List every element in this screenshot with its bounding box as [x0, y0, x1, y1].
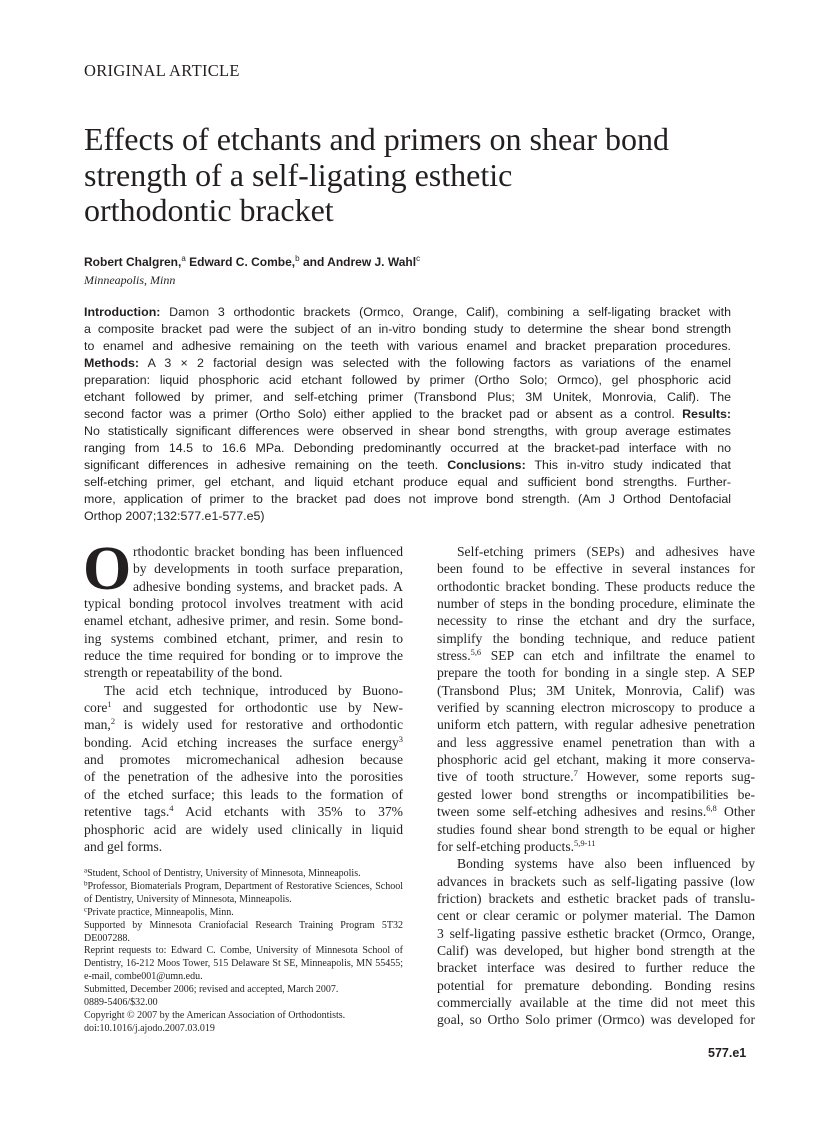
text-line: for self-etching products.$^{5,9-11}$ — [437, 837, 596, 854]
text-line: e-mail, combe001@umn.edu. — [84, 971, 203, 983]
superscript: a — [84, 868, 88, 875]
text-line: Self-etching primers (SEPs) and adhesives have — [457, 544, 755, 559]
text-line: Bonding systems have also been influenced by — [457, 856, 755, 872]
text-line: retentive tags.$^4$ Acid etchants with 35% to 37% — [84, 803, 403, 820]
text-line: number of steps in the bonding procedure, eliminate the — [437, 596, 755, 612]
text-line: and gel forms. — [84, 838, 163, 854]
text-line: and less aggressive enamel penetration than with a — [437, 734, 755, 750]
text-line: rthodontic bracket bonding has been influenced — [133, 544, 403, 559]
footnote — [84, 868, 403, 881]
text-line: a composite bracket pad were the subject of an in-vitro bonding study to determine the shear bond strength — [84, 322, 731, 336]
superscript: c — [84, 906, 88, 914]
text-line: $^c$Private practice, Minneapolis, Minn. — [84, 906, 234, 918]
text-line: typical bonding protocol involves treatment with acid — [84, 596, 403, 612]
author-name: and Andrew J. Wahl — [299, 255, 417, 269]
text-line: ing systems combined etchant, primer, and resin to — [84, 630, 403, 646]
text-line: of Dentistry, University of Minnesota, Minneapolis. — [84, 893, 292, 905]
text-line: been found to be effective in several instances for — [437, 561, 755, 577]
drop-cap: O — [83, 535, 132, 603]
superscript: 4 — [169, 803, 174, 814]
text-line: by developments in tooth surface preparation, — [133, 561, 403, 577]
text-line: adhesive bonding systems, and bracket pads. A — [133, 578, 403, 594]
abstract — [84, 304, 731, 525]
footnotes — [84, 868, 403, 1036]
text-line: studies found shear bond strength to be equal or higher — [437, 821, 755, 837]
right-column-body — [437, 543, 755, 1029]
text-line: necessity to rinse the etchant and dry the surface, — [437, 613, 755, 629]
text-line: significant differences in adhesive remaining on the teeth. Conclusions: This in-vitro study indicated that — [84, 458, 731, 472]
text-line: self-etching primer, gel etchant, and liquid etchant produce equal and sufficient bond strengths. Further- — [84, 475, 731, 489]
superscript: 1 — [107, 699, 112, 710]
paragraph — [437, 543, 755, 855]
superscript: 7 — [573, 768, 578, 779]
superscript: 5,6 — [470, 647, 482, 658]
section-heading: Conclusions: — [447, 458, 526, 472]
footnote — [84, 1023, 403, 1036]
text-line: second factor was a primer (Ortho Solo) either applied to the bracket pad or absent as a control. Results: — [84, 407, 731, 421]
title-line: strength of a self-ligating esthetic — [84, 156, 513, 193]
footnote — [84, 984, 403, 997]
text-line: advances in brackets such as self-ligating passive (low — [437, 873, 755, 889]
footnote — [84, 920, 403, 946]
text-line: (Transbond Plus; 3M Unitek, Monrovia, Calif) was — [437, 682, 755, 698]
text-line: verified by scanning electron microscopy to produce a — [437, 700, 755, 716]
section-heading: Results: — [682, 407, 731, 421]
text-line: preparation: liquid phosphoric acid etchant followed by primer (Ortho Solo; Ormco), gel phosphoric acid — [84, 373, 731, 387]
text-line: bonding. Acid etching increases the surface energy$^3$ — [84, 733, 403, 750]
title-line: orthodontic bracket — [84, 192, 334, 228]
text-line: No statistically significant differences were observed in shear bond strengths, with group average estimates — [84, 424, 731, 438]
text-line: $^b$Professor, Biomaterials Program, Department of Restorative Sciences, School — [84, 880, 403, 892]
text-line: Dentistry, 16-212 Moos Tower, 515 Delaware St SE, Minneapolis, MN 55455; — [84, 958, 403, 970]
section-heading: Introduction: — [84, 305, 161, 319]
text-line: commercially available at the time did not meet this — [437, 994, 755, 1010]
author-name: Edward C. Combe, — [185, 255, 296, 269]
text-line: uniform etch pattern, with regular adhesive penetration — [437, 717, 755, 733]
text-line: Calif) was developed, but higher bond strength at the — [437, 942, 755, 958]
text-line: Introduction: Damon 3 orthodontic brackets (Ormco, Orange, Calif), combining a self-ligating bracket with — [84, 305, 731, 319]
text-line: cent or clear ceramic or polymer material. The Damon — [437, 908, 755, 924]
text-line: Orthop 2007;132:577.e1-577.e5) — [84, 509, 265, 523]
paragraph — [84, 543, 403, 682]
text-line: simplify the bonding technique, and reduce patient — [437, 630, 755, 646]
text-line: orthodontic bracket bonding. These products reduce the — [437, 578, 755, 594]
footnote — [84, 997, 403, 1010]
text-line: goal, so Ortho Solo primer (Ormco) was developed for — [437, 1012, 755, 1028]
text-line: man,$^2$ is widely used for restorative and orthodontic — [84, 716, 403, 733]
text-line: core$^1$ and suggested for orthodontic use by New- — [84, 699, 403, 716]
text-line: potential for premature debonding. Bonding resins — [437, 977, 755, 993]
footnote — [84, 881, 403, 907]
author-affiliation-marker: a — [181, 254, 186, 263]
footnote — [84, 907, 403, 920]
paragraph — [84, 682, 403, 855]
text-line: enamel etchant, adhesive primer, and resin. Some bond- — [84, 613, 403, 629]
text-line: Supported by Minnesota Craniofacial Research Training Program 5T32 — [84, 919, 403, 931]
text-line: ranging from 14.5 to 16.6 MPa. Debonding predominantly occurred at the bracket-pad interface with no — [84, 441, 731, 455]
text-line: to enamel and adhesive remaining on the teeth with various enamel and bracket preparation procedures. — [84, 339, 731, 353]
text-line: more, application of primer to the bracket pad does not improve bond strength. (Am J Orthod Dentofacial — [84, 492, 731, 506]
text-line: DE007288. — [84, 932, 130, 944]
author-affiliation-marker: b — [295, 254, 300, 263]
text-line: The acid etch technique, introduced by Buono- — [104, 682, 403, 698]
text-line: of the etched surface; this leads to the formation of — [84, 786, 403, 802]
text-line: prepare the tooth for bonding in a single step. A SEP — [437, 665, 755, 681]
text-line: $^a$Student, School of Dentistry, University of Minnesota, Minneapolis. — [84, 868, 361, 879]
footnote — [84, 945, 403, 984]
article-section-label: ORIGINAL ARTICLE — [84, 61, 240, 80]
superscript: 6,8 — [706, 803, 717, 814]
text-line: tive of tooth structure.$^7$ However, some reports sug- — [437, 768, 755, 785]
text-line: gested lower bond strengths or incompatibilities be- — [437, 786, 755, 802]
text-line: Copyright © 2007 by the American Association of Orthodontists. — [84, 1009, 346, 1021]
text-line: Submitted, December 2006; revised and accepted, March 2007. — [84, 984, 339, 996]
text-line: stress.$^{5,6}$ SEP can etch and infiltrate the enamel to — [437, 647, 755, 664]
left-column-body — [84, 543, 403, 855]
text-line: phosphoric acid gel etchant, making it more conserva- — [437, 752, 755, 768]
footnote — [84, 1010, 403, 1023]
text-line: phosphoric acid are widely used clinically in liquid — [84, 821, 403, 837]
text-line: etchant followed by primer, and self-etching primer (Transbond Plus; 3M Unitek, Monrovia, Calif). The — [84, 390, 731, 404]
text-line: bracket interface was desired to further reduce the — [437, 960, 755, 976]
superscript: 3 — [398, 733, 403, 744]
paragraph — [437, 855, 755, 1028]
text-line: Methods: A 3 × 2 factorial design was selected with the following factors as variations of the enamel — [84, 356, 731, 370]
section-heading: Methods: — [84, 356, 140, 370]
title-line: Effects of etchants and primers on shear bond — [84, 121, 669, 157]
superscript: b — [84, 880, 88, 888]
author-location: Minneapolis, Minn — [84, 273, 176, 287]
author-list — [84, 254, 420, 269]
article-title — [84, 122, 784, 229]
author-affiliation-marker: c — [416, 254, 421, 263]
text-line: Reprint requests to: Edward C. Combe, University of Minnesota School of — [84, 945, 403, 957]
text-line: tween some self-etching adhesives and resins.$^{6,8}$ Other — [437, 803, 755, 820]
text-line: of the penetration of the adhesive into the porosities — [84, 769, 403, 785]
text-line: reduce the time required for bonding or to improve the — [84, 648, 403, 664]
text-line: friction) brackets and esthetic bracket pads of translu- — [437, 890, 755, 906]
page-number: 577.e1 — [708, 1046, 747, 1060]
text-line: 0889-5406/$32.00 — [84, 997, 158, 1009]
superscript: 5,9-11 — [574, 837, 596, 848]
text-line: strength or repeatability of the bond. — [84, 665, 283, 681]
text-line: 3 self-ligating passive esthetic bracket (Ormco, Orange, — [437, 925, 755, 941]
text-line: and promotes micromechanical adhesion because — [84, 752, 403, 768]
author-name: Robert Chalgren, — [84, 255, 182, 269]
superscript: 2 — [110, 716, 116, 727]
text-line: doi:10.1016/j.ajodo.2007.03.019 — [84, 1022, 215, 1034]
